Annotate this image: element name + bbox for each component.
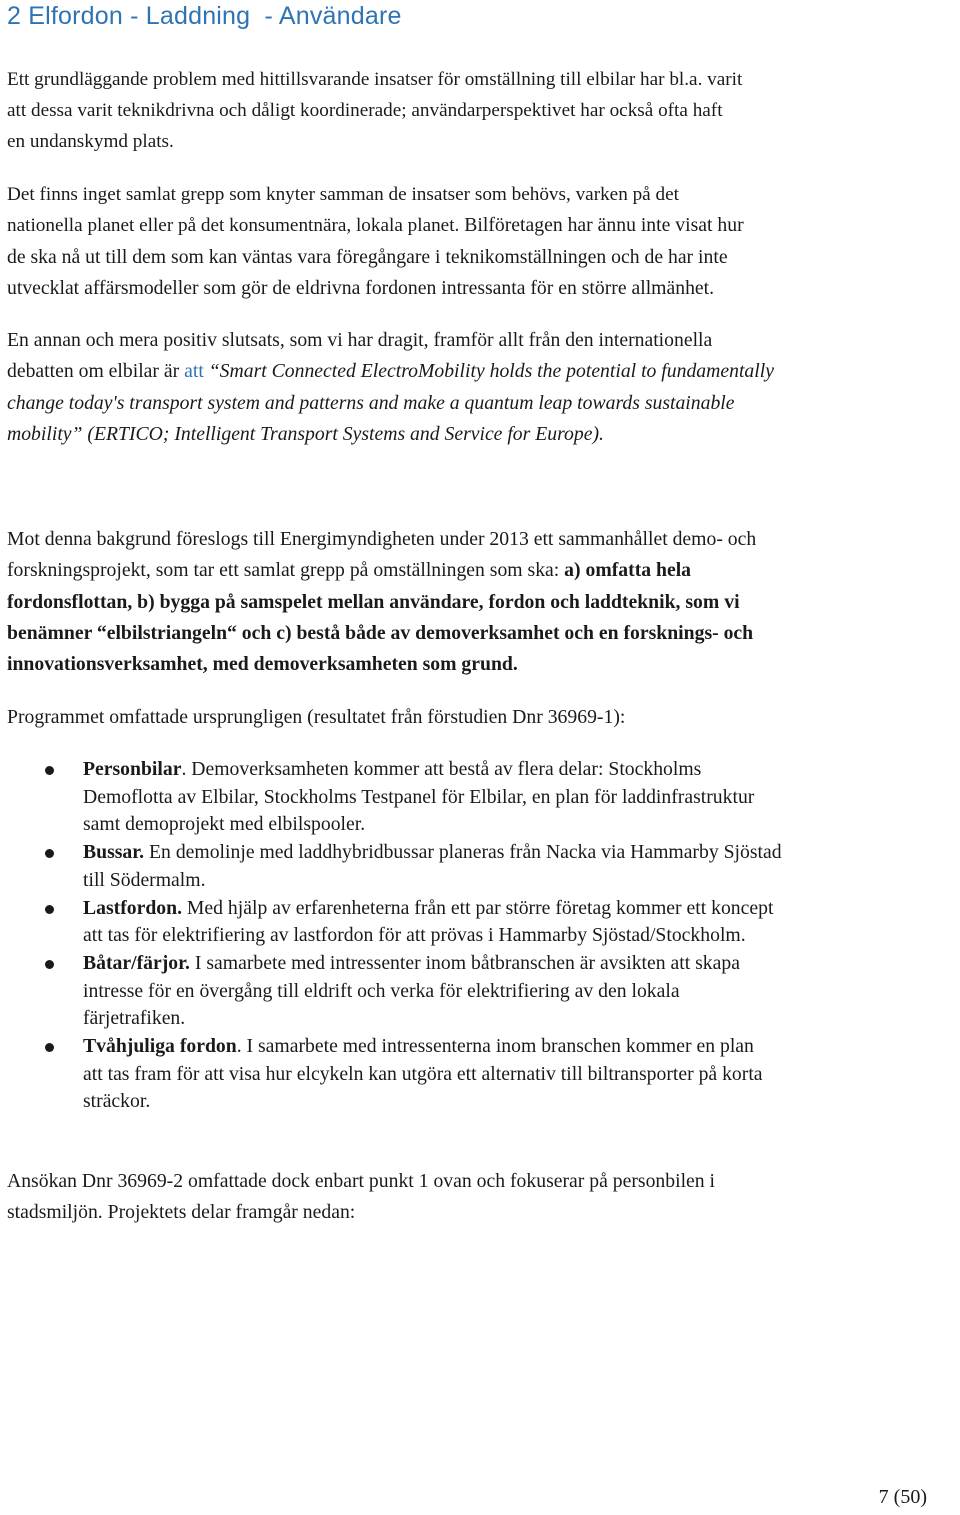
paragraph-line: Det finns inget samlat grepp som knyter samman de insatser som behövs, varken på det bbox=[7, 184, 679, 205]
paragraph-line: de ska nå ut till dem som kan väntas vara föregångare i teknikomställningen och de har inte bbox=[7, 246, 728, 268]
list-line bbox=[83, 895, 960, 923]
text-run: I samarbete med intressenter inom båtbranschen är avsikten att skapa bbox=[189, 952, 740, 974]
bold-text: a) omfatta hela bbox=[564, 559, 692, 582]
text-run: forskningsprojekt, som tar ett samlat grepp på omställningen som ska: bbox=[7, 559, 565, 582]
list-item-title: Tvåhjuliga fordon bbox=[83, 1035, 237, 1057]
text-run: Bilföretagen har ännu inte visat hur bbox=[459, 214, 744, 236]
bullet-icon bbox=[45, 1043, 54, 1052]
paragraph-intro bbox=[7, 64, 959, 157]
text-run: En demolinje med laddhybridbussar planeras från Nacka via Hammarby Sjöstad bbox=[144, 841, 782, 863]
text-run: debatten om elbilar är bbox=[7, 360, 185, 383]
quote-text: change today's transport system and patterns and make a quantum leap towards sustainable bbox=[7, 391, 735, 414]
list-line: intresse för en övergång till eldrift och verka för elektrifiering av den lokala bbox=[83, 979, 680, 1002]
list-item-title: Lastfordon. bbox=[83, 896, 182, 919]
text-run: I samarbete med intressenterna inom branschen kommer en plan bbox=[241, 1035, 754, 1057]
paragraph-application bbox=[7, 1166, 959, 1229]
paragraph-line bbox=[7, 356, 959, 387]
list-line bbox=[83, 839, 960, 867]
paragraph-line: En annan och mera positiv slutsats, som vi har dragit, framför allt från den internationella bbox=[7, 329, 713, 351]
text-run: . bbox=[236, 1035, 242, 1057]
list-item bbox=[0, 895, 960, 950]
paragraph-background bbox=[7, 524, 959, 680]
paragraph-program bbox=[7, 702, 959, 733]
paragraph-line: stadsmiljön. Projektets delar framgår nedan: bbox=[7, 1201, 356, 1224]
paragraph-line bbox=[7, 210, 959, 241]
paragraph-line: Mot denna bakgrund föreslogs till Energimyndigheten under 2013 ett sammanhållet demo- och bbox=[7, 528, 757, 550]
list-line: att tas fram för att visa hur elcykeln kan utgöra ett alternativ till biltransporter på korta bbox=[83, 1062, 763, 1085]
list-line: Demoflotta av Elbilar, Stockholms Testpanel för Elbilar, en plan för laddinfrastruktur bbox=[83, 785, 755, 808]
list-item bbox=[0, 756, 960, 839]
quote-text: mobility” (ERTICO; Intelligent Transport Systems and Service for Europe). bbox=[7, 422, 604, 445]
paragraph-line: en undanskymd plats. bbox=[7, 131, 174, 152]
list-line: sträckor. bbox=[83, 1090, 151, 1112]
paragraph-positive-conclusion bbox=[7, 325, 959, 450]
text-run: att bbox=[184, 360, 204, 383]
section-heading: 2 Elfordon - Laddning - Användare bbox=[7, 2, 402, 30]
bold-text: fordonsflottan, b) bygga på samspelet mellan användare, fordon och laddteknik, som vi bbox=[7, 590, 740, 613]
paragraph-line: utvecklat affärsmodeller som gör de eldrivna fordonen intressanta för en större allmänhet. bbox=[7, 277, 715, 300]
bold-text: innovationsverksamhet, med demoverksamheten som grund. bbox=[7, 653, 518, 676]
bullet-icon bbox=[45, 960, 54, 969]
list-item-title: Personbilar bbox=[83, 758, 182, 780]
list-line: till Södermalm. bbox=[83, 868, 206, 891]
list-item-title: Båtar/färjor. bbox=[83, 952, 190, 974]
list-item bbox=[0, 839, 960, 894]
list-line: samt demoprojekt med elbilspooler. bbox=[83, 813, 366, 835]
text-run: nationella planet eller på det konsumentnära, lokala planet. bbox=[7, 215, 460, 236]
paragraph-car-companies bbox=[7, 242, 959, 305]
paragraph-line: Ansökan Dnr 36969-2 omfattade dock enbart punkt 1 ovan och fokuserar på personbilen i bbox=[7, 1170, 716, 1192]
paragraph-line: Ett grundläggande problem med hittillsvarande insatser för omställning till elbilar har bl.a. varit bbox=[7, 69, 743, 90]
list-item-title: Bussar. bbox=[83, 841, 145, 863]
bullet-icon bbox=[45, 905, 54, 914]
list-item bbox=[0, 950, 960, 1033]
quote-text: “Smart Connected ElectroMobility holds the potential to fundamentally bbox=[203, 360, 774, 383]
list-line bbox=[83, 950, 960, 978]
text-run: Demoverksamheten kommer att bestå av flera delar: Stockholms bbox=[186, 758, 702, 780]
bullet-icon bbox=[45, 849, 54, 858]
page-number: 7 (50) bbox=[878, 1486, 927, 1508]
bullet-icon bbox=[45, 766, 54, 775]
paragraph-line bbox=[7, 555, 959, 586]
paragraph-line: Programmet omfattade ursprungligen (resultatet från förstudien Dnr 36969-1): bbox=[7, 706, 626, 728]
list-line: färjetrafiken. bbox=[83, 1007, 186, 1029]
paragraph-line: att dessa varit teknikdrivna och dåligt koordinerade; användarperspektivet har också ofta haft bbox=[7, 100, 723, 121]
list-item bbox=[0, 1033, 960, 1116]
bold-text: benämner “elbilstriangeln“ och c) bestå både av demoverksamhet och en forsknings- och bbox=[7, 621, 754, 644]
paragraph-no-coordination bbox=[7, 179, 959, 241]
list-line bbox=[83, 1033, 960, 1061]
text-run: Med hjälp av erfarenheterna från ett par större företag kommer ett koncept bbox=[182, 896, 774, 919]
list-line bbox=[83, 756, 960, 784]
list-line: att tas för elektrifiering av lastfordon för att prövas i Hammarby Sjöstad/Stockholm. bbox=[83, 924, 746, 946]
text-run: . bbox=[181, 758, 187, 780]
program-list bbox=[0, 756, 960, 1116]
